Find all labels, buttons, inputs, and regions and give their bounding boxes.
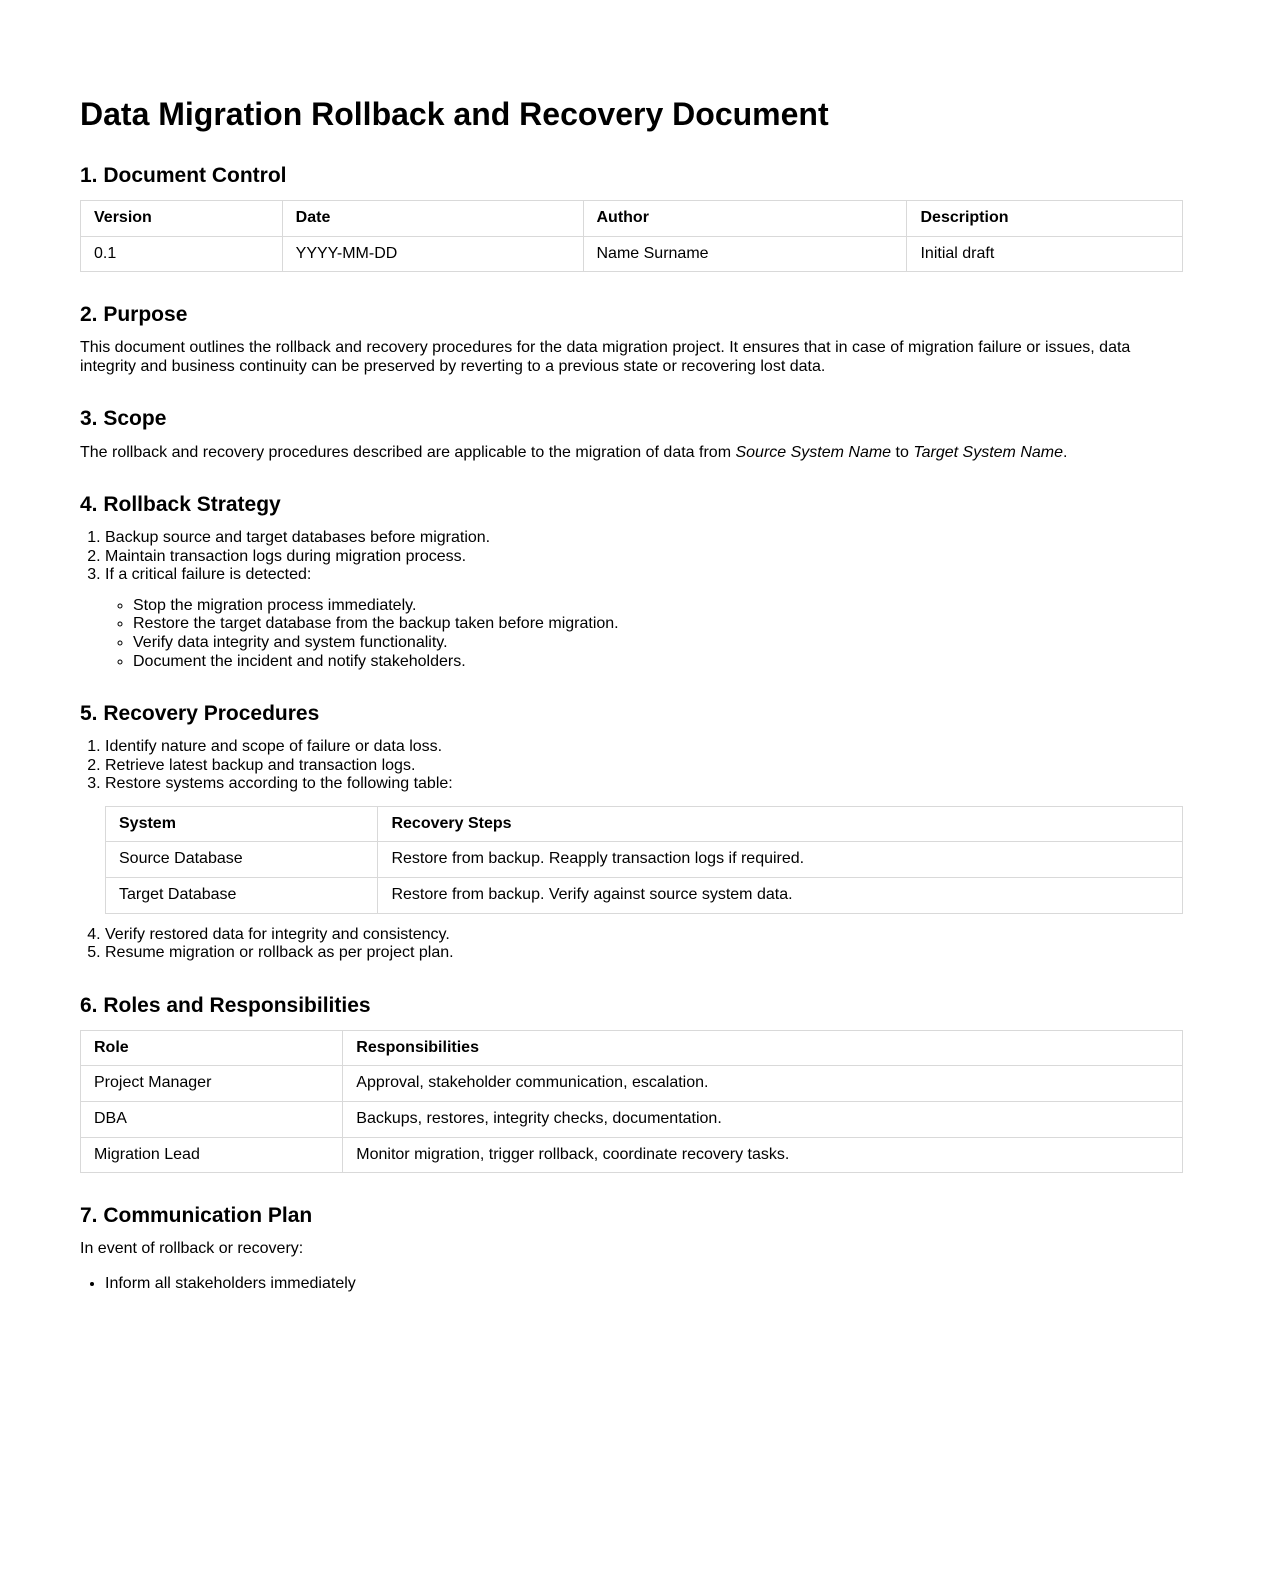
table-header-cell: System <box>106 806 378 842</box>
table-cell-role: Migration Lead <box>81 1137 343 1173</box>
table-header-row <box>106 806 1183 842</box>
table-header-cell: Author <box>583 200 907 236</box>
list-item: 3. Restore systems according to the following table: <box>105 775 1183 794</box>
section-heading-communication-plan: 7. Communication Plan <box>80 1204 313 1228</box>
section-heading-document-control: 1. Document Control <box>80 163 287 187</box>
table-header-row <box>81 200 1183 236</box>
table-cell-recovery-steps: Restore from backup. Reapply transaction logs if required. <box>378 842 1183 878</box>
scope-paragraph <box>80 444 1183 463</box>
list-item: 2. Maintain transaction logs during migration process. <box>105 548 1183 567</box>
list-item: • Inform all stakeholders immediately <box>105 1275 1183 1294</box>
list-item: ◦ Stop the migration process immediately. <box>133 597 1183 616</box>
recovery-table-wrapper <box>105 806 1183 914</box>
table-cell-author: Name Surname <box>583 236 907 272</box>
table-cell-responsibilities: Backups, restores, integrity checks, documentation. <box>343 1101 1183 1137</box>
table-cell-description: Initial draft <box>907 236 1183 272</box>
list-item: ◦ Verify data integrity and system functionality. <box>133 634 1183 653</box>
source-system-name: Source System Name <box>735 443 892 461</box>
communication-list <box>80 1275 1183 1294</box>
table-row <box>81 1101 1183 1137</box>
rollback-strategy-list <box>80 529 1183 671</box>
table-cell-date: YYYY-MM-DD <box>282 236 583 272</box>
table-row <box>81 1066 1183 1102</box>
table-row <box>106 878 1183 914</box>
table-header-row <box>81 1030 1183 1066</box>
purpose-paragraph: This document outlines the rollback and recovery procedures for the data migration project. It ensures that in case of migration failure or issues, data integrity and business continuity can be preserved by reverting to a previous state or recovering lost data. <box>80 339 1131 375</box>
communication-intro: In event of rollback or recovery: <box>80 1240 304 1258</box>
list-item: 2. Retrieve latest backup and transaction logs. <box>105 757 1183 776</box>
section-heading-roles-responsibilities: 6. Roles and Responsibilities <box>80 993 371 1017</box>
table-row <box>81 236 1183 272</box>
table-header-cell: Recovery Steps <box>378 806 1183 842</box>
recovery-procedures-list-continued <box>80 926 1183 963</box>
table-cell-recovery-steps: Restore from backup. Verify against source system data. <box>378 878 1183 914</box>
roles-responsibilities-table <box>80 1030 1183 1173</box>
recovery-procedures-list <box>80 738 1183 794</box>
scope-text-prefix: The rollback and recovery procedures described are applicable to the migration of data from <box>80 443 736 461</box>
list-item: 1. Backup source and target databases before migration. <box>105 529 1183 548</box>
section-heading-recovery-procedures: 5. Recovery Procedures <box>80 702 320 726</box>
table-row <box>106 842 1183 878</box>
table-header-cell: Description <box>907 200 1183 236</box>
table-cell-responsibilities: Approval, stakeholder communication, escalation. <box>343 1066 1183 1102</box>
list-item: 4. Verify restored data for integrity and consistency. <box>105 926 1183 945</box>
table-header-cell: Role <box>81 1030 343 1066</box>
list-item <box>105 566 1183 671</box>
scope-text-mid: to <box>891 443 914 461</box>
section-heading-scope: 3. Scope <box>80 407 167 431</box>
list-item: 1. Identify nature and scope of failure or data loss. <box>105 738 1183 757</box>
list-item-text: If a critical failure is detected: <box>105 566 312 584</box>
table-header-cell: Responsibilities <box>343 1030 1183 1066</box>
table-cell-system: Source Database <box>106 842 378 878</box>
scope-text-suffix: . <box>1063 443 1068 461</box>
table-cell-responsibilities: Monitor migration, trigger rollback, coordinate recovery tasks. <box>343 1137 1183 1173</box>
section-heading-purpose: 2. Purpose <box>80 303 188 327</box>
table-header-cell: Version <box>81 200 283 236</box>
table-cell-version: 0.1 <box>81 236 283 272</box>
list-item: ◦ Restore the target database from the backup taken before migration. <box>133 615 1183 634</box>
table-cell-system: Target Database <box>106 878 378 914</box>
rollback-substep-list <box>105 597 1183 671</box>
section-heading-rollback-strategy: 4. Rollback Strategy <box>80 493 281 517</box>
table-cell-role: DBA <box>81 1101 343 1137</box>
table-header-cell: Date <box>282 200 583 236</box>
list-item: 5. Resume migration or rollback as per project plan. <box>105 944 1183 963</box>
table-cell-role: Project Manager <box>81 1066 343 1102</box>
table-row <box>81 1137 1183 1173</box>
recovery-steps-table <box>105 806 1183 914</box>
document-control-table <box>80 200 1183 272</box>
target-system-name: Target System Name <box>913 443 1063 461</box>
list-item: ◦ Document the incident and notify stakeholders. <box>133 653 1183 672</box>
document-title: Data Migration Rollback and Recovery Document <box>80 96 829 132</box>
